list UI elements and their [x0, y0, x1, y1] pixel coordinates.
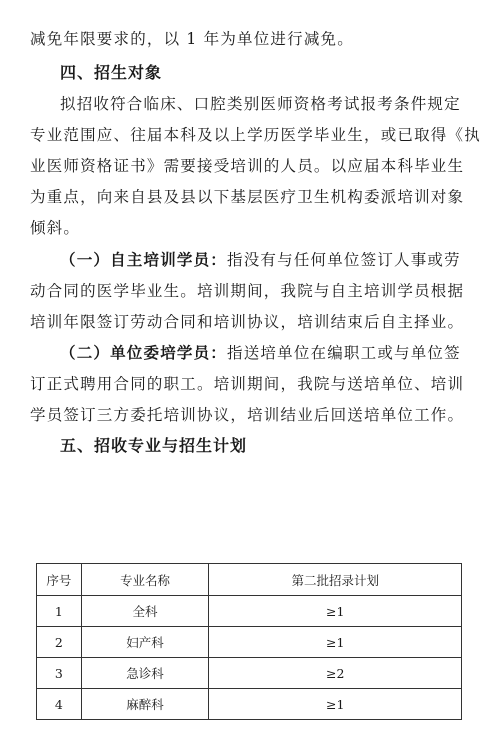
cell-major: 急诊科 [81, 658, 209, 689]
section-4-heading: 四、招生对象 [60, 63, 163, 82]
item-2-line: 学员签订三方委托培训协议，培训结业后回送培单位工作。 [30, 406, 465, 424]
item-2-line: 订正式聘用合同的职工。培训期间，我院与送培单位、培训 [30, 375, 465, 393]
intro-line: 减免年限要求的，以 1 年为单位进行减免。 [30, 30, 354, 48]
section-4-para-line: 为重点，向来自县及县以下基层医疗卫生机构委派培训对象 [30, 188, 465, 206]
header-serial: 序号 [37, 564, 82, 596]
section-4-para-line: 倾斜。 [30, 219, 81, 237]
item-1-first-line [60, 249, 462, 271]
header-plan: 第二批招录计划 [209, 564, 462, 596]
cell-serial: 1 [37, 596, 82, 627]
section-4-para-line: 拟招收符合临床、口腔类别医师资格考试报考条件规定 [60, 95, 461, 113]
cell-plan: ≥1 [209, 627, 462, 658]
table-row [37, 689, 462, 720]
item-1-line: 培训年限签订劳动合同和培训协议，培训结束后自主择业。 [30, 313, 465, 331]
item-1-label: （一）自主培训学员： [60, 250, 228, 269]
section-4-para-line: 业医师资格证书》需要接受培训的人员。以应届本科毕业生 [30, 157, 465, 175]
cell-major: 妇产科 [81, 627, 209, 658]
table-row [37, 596, 462, 627]
item-1-text: 指没有与任何单位签订人事或劳 [227, 251, 461, 269]
table-row [37, 658, 462, 689]
table-row [37, 627, 462, 658]
cell-serial: 3 [37, 658, 82, 689]
cell-plan: ≥1 [209, 596, 462, 627]
cell-serial: 2 [37, 627, 82, 658]
item-2-label: （二）单位委培学员： [60, 343, 228, 362]
header-major: 专业名称 [81, 564, 209, 596]
item-2-first-line [60, 342, 462, 364]
cell-major: 麻醉科 [81, 689, 209, 720]
cell-plan: ≥1 [209, 689, 462, 720]
section-5-heading: 五、招收专业与招生计划 [60, 436, 248, 455]
item-2-text: 指送培单位在编职工或与单位签 [227, 344, 461, 362]
cell-major: 全科 [81, 596, 209, 627]
recruitment-plan-table [36, 563, 462, 720]
section-4-para-line: 专业范围应、往届本科及以上学历医学毕业生，或已取得《执 [30, 126, 481, 144]
table-header-row [37, 564, 462, 596]
cell-serial: 4 [37, 689, 82, 720]
cell-plan: ≥2 [209, 658, 462, 689]
item-1-line: 动合同的医学毕业生。培训期间，我院与自主培训学员根据 [30, 282, 465, 300]
